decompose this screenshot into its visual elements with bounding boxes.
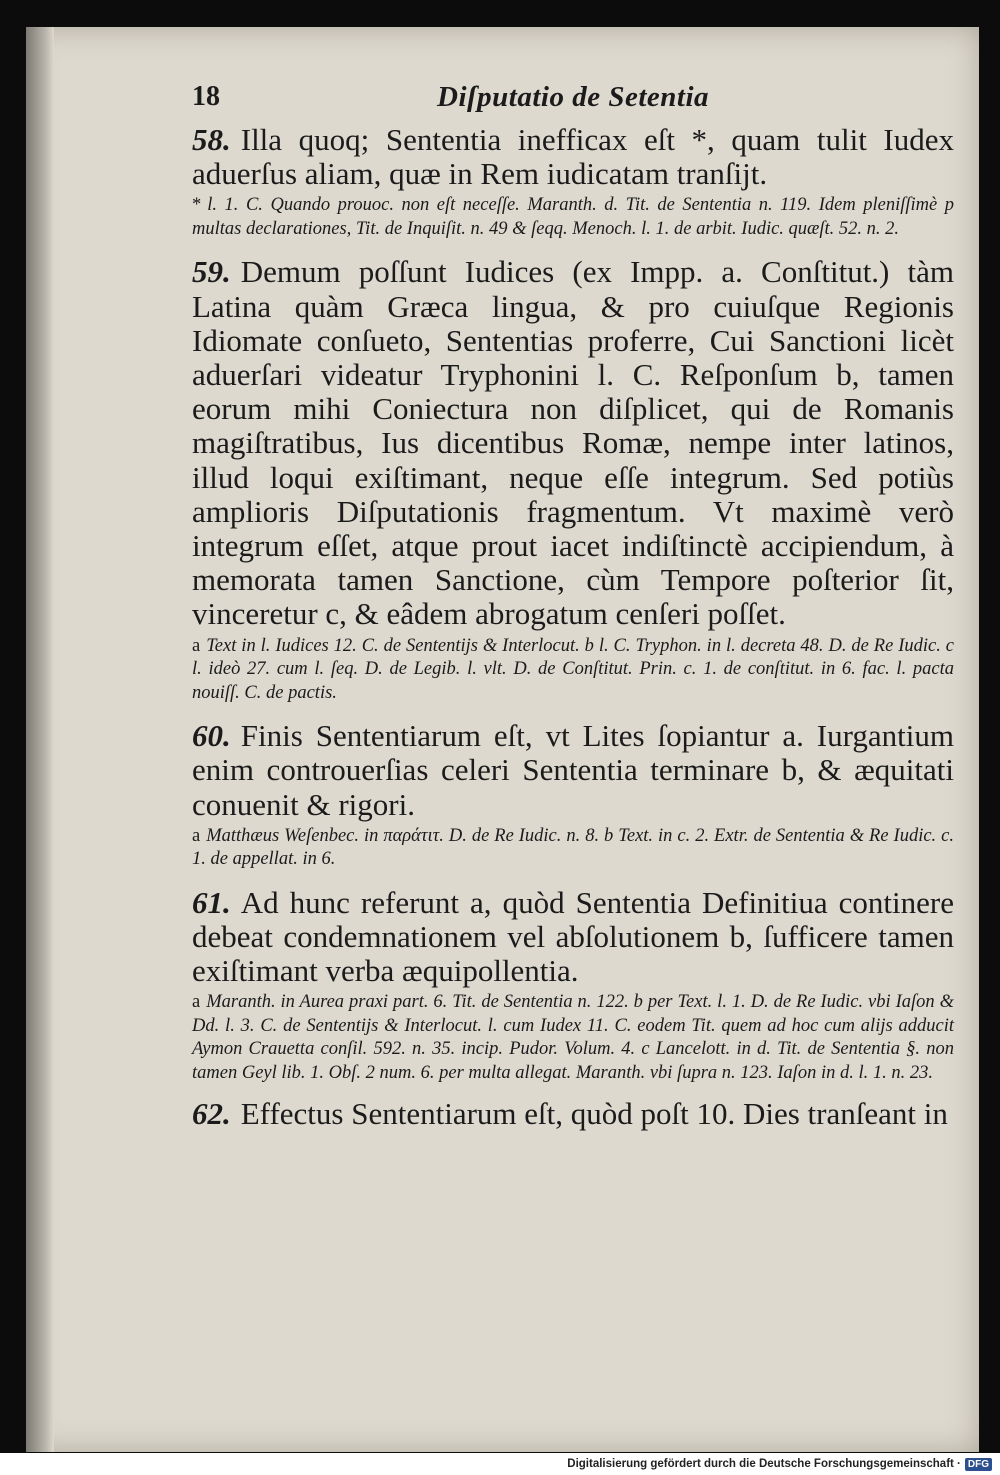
footnote [192, 991, 954, 1085]
section-number: 58. [192, 122, 231, 157]
footnote [192, 635, 954, 706]
page-number: 18 [192, 81, 220, 112]
page-header [192, 79, 954, 123]
section-60 [192, 719, 954, 822]
footer-credit: Digitalisierung gefördert durch die Deutsche Forschungsgemeinschaft · [567, 1458, 961, 1470]
page-gutter-shadow [26, 27, 54, 1452]
section-59 [192, 255, 954, 631]
footnote [192, 825, 954, 872]
text-block [192, 79, 954, 1132]
dfg-logo-icon: DFG [965, 1458, 992, 1471]
section-number: 59. [192, 254, 231, 290]
footnote-text: Matthæus Weſenbec. in παράτιτ. D. de Re Iudic. n. 8. b Text. in c. 2. Extr. de Sententia & Re Iudic. c. 1. de appellat. in 6. [192, 825, 954, 870]
section-text: Illa quoq; Sententia inefficax eſt *, quam tulit Iudex aduerſus aliam, quæ in Rem iudicatam tranſijt. [192, 122, 954, 192]
footnote-marker: * [192, 195, 202, 216]
footnote-marker: a [192, 825, 201, 846]
footnote-text: Text in l. Iudices 12. C. de Sententijs & Interlocut. b l. C. Tryphon. in l. decreta 48. D. de Re Iudic. c l. ideò 27. cum l. ſeq. D. de Legib. l. vlt. D. de Conſtitut. Prin. c. 1. de conſtitut. in 6. fac. l. pacta nouiſſ. C. de pactis. [192, 635, 954, 703]
section-text: Ad hunc referunt a, quòd Sententia Definitiua continere debeat condemnationem vel abſolutionem b, ſufficere tamen exiſtimant verba æquipollentia. [192, 884, 954, 989]
section-text: Finis Sententiarum eſt, vt Lites ſopiantur a. Iurgantium enim controuerſias celeri Sententia terminare b, & æquitati conuenit & rigori. [192, 718, 954, 822]
footnote-marker: a [192, 635, 201, 656]
book-page [26, 27, 979, 1452]
section-61 [192, 886, 954, 989]
section-text: Demum poſſunt Iudices (ex Impp. a. Conſtitut.) tàm Latina quàm Græca lingua, & pro cuiuſque Regionis Idiomate conſueto, Sententias proferre, Cui Sanctioni licèt aduerſari videatur Tryphonini l. C. Reſponſum b, tamen eorum mihi Coniectura non diſplicet, qui de Romanis magiſtratibus, Ius dicentibus Romæ, nempe inter latinos, illud loqui exiſtimant, neque eſſe integrum. Sed potiùs amplioris Diſputationis fragmentum. Vt maximè verò integrum eſſet, atque prout iacet indiſtinctè accipiendum, à memorata tamen Sanctione, cùm Tempore poſterior ſit, vinceretur c, & eâdem abrogatum cenſeri poſſet. [192, 254, 954, 632]
section-58 [192, 123, 954, 191]
section-number: 60. [192, 718, 231, 754]
footnote-text: l. 1. C. Quando prouoc. non eſt neceſſe. Maranth. d. Tit. de Sententia n. 119. Idem pleniſſimè p multas declarationes, Tit. de Inquiſit. n. 49 & ſeqq. Menoch. l. 1. de arbit. Iudic. quæſt. 52. n. 2. [192, 195, 954, 239]
section-number: 61. [192, 884, 231, 920]
footnote-marker: a [192, 992, 201, 1013]
section-62 [192, 1097, 954, 1131]
running-head: Diſputatio de Setentia [437, 81, 709, 113]
section-number: 62. [192, 1096, 231, 1132]
section-text: Effectus Sententiarum eſt, quòd poſt 10. Dies tranſeant in [240, 1096, 948, 1132]
footnote-text: Maranth. in Aurea praxi part. 6. Tit. de Sententia n. 122. b per Text. l. 1. D. de Re Iudic. vbi Iaſon & Dd. l. 3. C. de Sententijs & Interlocut. l. cum Iudex 11. C. eodem Tit. quem ad hoc cum alijs adducit Aymon Crauetta conſil. 592. n. 35. incip. Pudor. Volum. 4. c Lancelott. in d. Tit. de Sententia §. non tamen Geyl lib. 1. Obſ. 2 num. 6. per multa allegat. Maranth. vbi ſupra n. 123. Iaſon in d. l. 1. n. 23. [192, 992, 954, 1083]
digitization-footer [0, 1453, 1000, 1475]
footnote [192, 194, 954, 241]
